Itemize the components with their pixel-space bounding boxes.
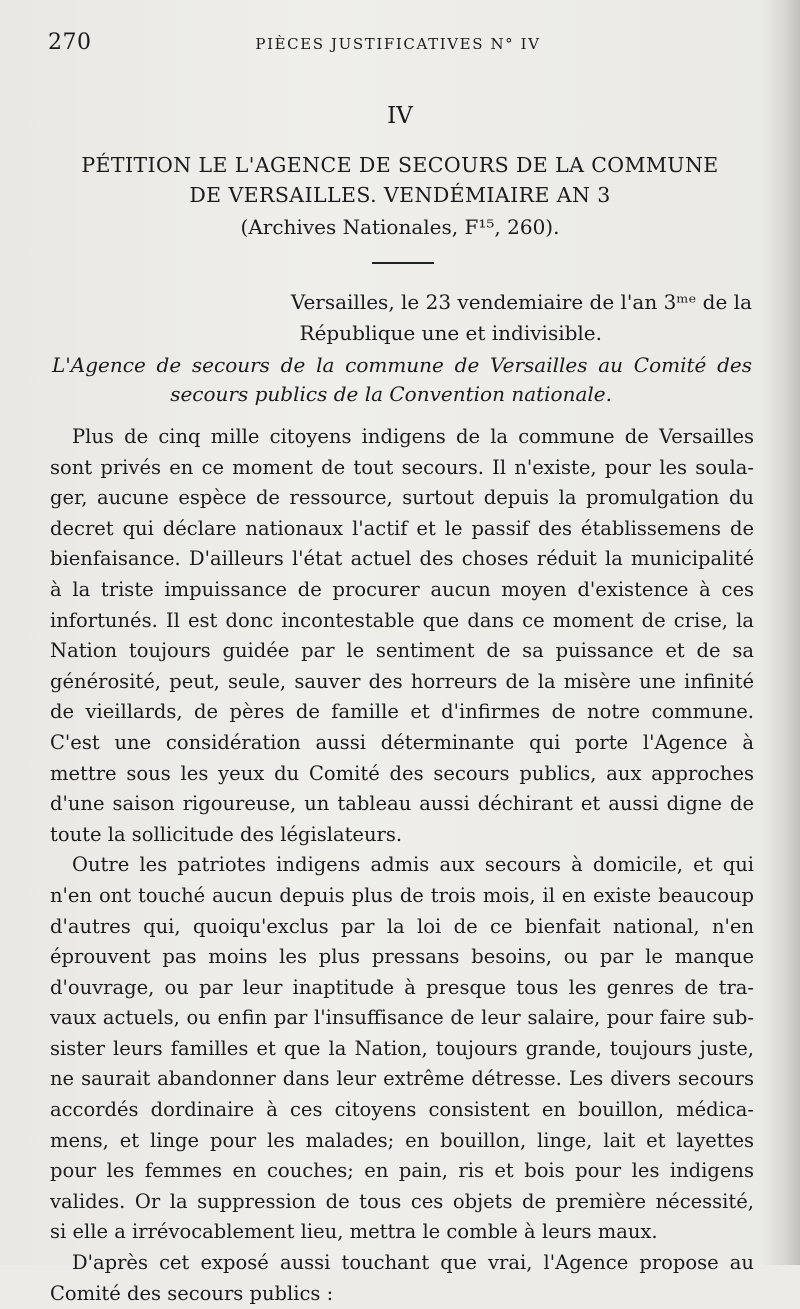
address-line: secours publics de la Convention nationale. — [170, 382, 612, 406]
section-title — [50, 150, 750, 210]
text-line: valides. Or la suppression de tous ces objets de première nécessité, — [50, 1189, 754, 1213]
text-line: ne saurait abandonner dans leur extrême détresse. Les divers secours — [50, 1067, 754, 1091]
text-line: C'est une considération aussi déterminante qui porte l'Agence à — [50, 730, 754, 754]
paragraph — [50, 850, 754, 1248]
dateline-line: République une et indivisible. — [299, 321, 602, 345]
text-line: D'après cet exposé aussi touchant que vrai, l'Agence propose au — [72, 1251, 754, 1275]
text-line: mens, et linge pour les malades; en bouillon, linge, lait et layettes — [50, 1128, 754, 1152]
text-line: d'ouvrage, ou par leur inaptitude à presque tous les genres de tra- — [50, 975, 754, 999]
text-line: Nation toujours guidée par le sentiment de sa puissance et de sa — [50, 639, 754, 663]
page-gutter-shadow — [762, 0, 800, 1265]
letter-address — [52, 351, 752, 409]
address-line: L'Agence de secours de la commune de Versailles au Comité des — [52, 353, 752, 377]
text-line: pour les femmes en couches; en pain, ris et bois pour les indigens — [50, 1159, 754, 1183]
text-line: d'une saison rigoureuse, un tableau aussi déchirant et aussi digne de — [50, 792, 754, 816]
section-title-line: DE VERSAILLES. VENDÉMIAIRE AN 3 — [189, 183, 611, 207]
running-head: PIÈCES JUSTIFICATIVES N° IV — [255, 35, 541, 53]
text-line: à la triste impuissance de procurer aucun moyen d'existence à ces — [50, 577, 754, 601]
text-line: mettre sous les yeux du Comité des secours publics, aux approches — [50, 761, 754, 785]
text-line: Outre les patriotes indigens admis aux secours à domicile, et qui — [72, 853, 754, 877]
text-line: ger, aucune espèce de ressource, surtout depuis la promulgation du — [50, 486, 754, 510]
text-line: sister leurs familles et que la Nation, toujours grande, toujours juste, — [50, 1036, 754, 1060]
text-line: accordés dordinaire à ces citoyens consistent en bouillon, médica- — [50, 1098, 754, 1122]
section-number: IV — [387, 103, 413, 129]
letter-body — [50, 422, 754, 1309]
text-line: Plus de cinq mille citoyens indigens de la commune de Versailles — [72, 425, 754, 448]
text-line: toute la sollicitude des législateurs. — [50, 822, 403, 846]
dateline — [52, 287, 752, 349]
text-line: générosité, peut, seule, sauver des horreurs de la misère une infinité — [50, 669, 754, 693]
paragraph — [50, 422, 754, 850]
text-line: decret qui déclare nationaux l'actif et le passif des établissemens de — [50, 516, 754, 540]
page-number: 270 — [48, 30, 92, 55]
text-line: Comité des secours publics : — [50, 1281, 334, 1305]
text-line: infortunés. Il est donc incontestable que dans ce moment de crise, la — [50, 608, 754, 632]
text-line: si elle a irrévocablement lieu, mettra le comble à leurs maux. — [50, 1220, 658, 1244]
paragraph — [50, 1248, 754, 1309]
text-line: n'en ont touché aucun depuis plus de trois mois, il en existe beaucoup — [50, 883, 754, 907]
text-line: bienfaisance. D'ailleurs l'état actuel des choses réduit la municipalité — [50, 547, 754, 571]
text-line: de vieillards, de pères de famille et d'infirmes de notre commune. — [50, 700, 754, 724]
section-divider — [372, 262, 434, 264]
dateline-line: Versailles, le 23 vendemiaire de l'an 3ᵐᵉ de la — [290, 290, 752, 314]
text-line: vaux actuels, ou enfin par l'insuffisance de leur salaire, pour faire sub- — [50, 1006, 754, 1030]
archive-reference: (Archives Nationales, F¹⁵, 260). — [240, 215, 560, 239]
text-line: sont privés en ce moment de tout secours. Il n'existe, pour les soula- — [50, 455, 754, 479]
section-title-line: PÉTITION LE L'AGENCE DE SECOURS DE LA COMMUNE — [81, 153, 719, 177]
text-line: éprouvent pas moins les plus pressans besoins, ou par le manque — [50, 945, 754, 969]
text-line: d'autres qui, quoiqu'exclus par la loi de ce bienfait national, n'en — [50, 914, 754, 938]
page-header — [48, 30, 748, 60]
